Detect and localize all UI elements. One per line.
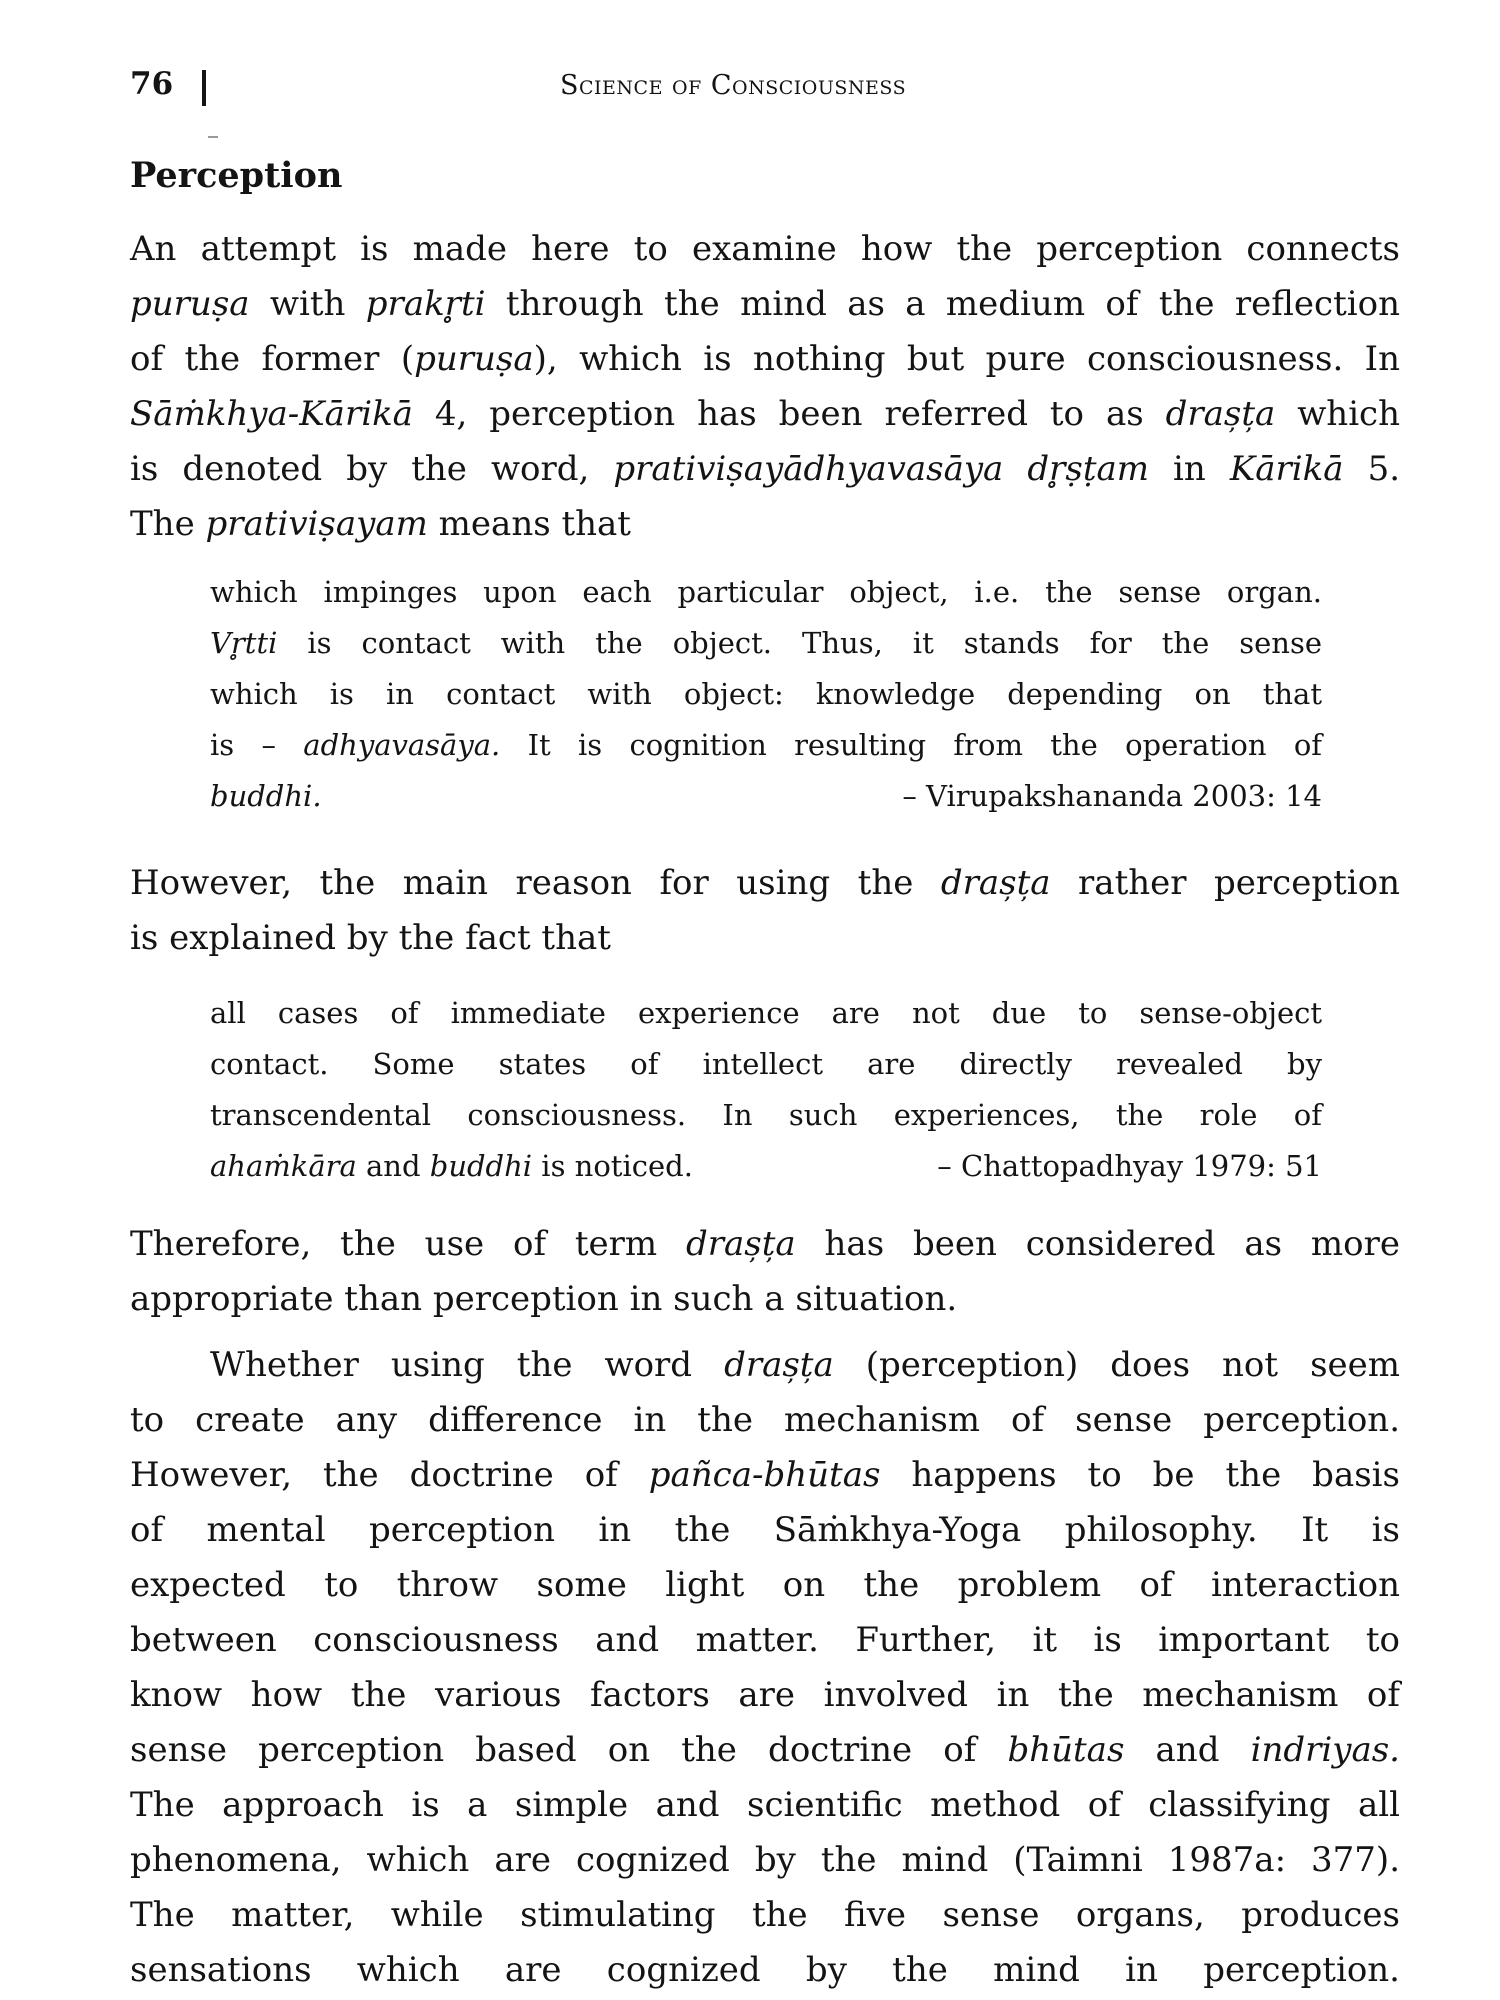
text-run: 5. xyxy=(1343,449,1401,489)
text-line xyxy=(130,1393,1400,1448)
text-run: through the mind as a medium of the reflection xyxy=(485,284,1400,324)
quote-line xyxy=(210,1090,1322,1141)
text-run: to create any difference in the mechanism of sense perception. xyxy=(130,1400,1400,1440)
text-run: It is cognition resulting from the operation of xyxy=(500,728,1323,762)
margin-mark xyxy=(208,136,218,138)
text-run: contact. Some states of intellect are directly revealed by xyxy=(210,1047,1322,1081)
text-run: ), which is nothing but pure consciousness. In xyxy=(533,339,1401,379)
text-line xyxy=(130,442,1400,497)
text-line xyxy=(130,332,1400,387)
text-run: with xyxy=(249,284,366,324)
text-line xyxy=(130,1217,1400,1272)
text-run: Whether using the word xyxy=(210,1345,725,1385)
term-bhutas: bhūtas xyxy=(1007,1730,1125,1770)
text-run: means that xyxy=(427,504,631,544)
term-adhyavasaya: adhyavasāya. xyxy=(303,728,501,762)
running-title: Science of Consciousness xyxy=(560,70,907,101)
text-line xyxy=(130,1613,1400,1668)
text-line xyxy=(130,1338,1400,1393)
term-drasta: drașța xyxy=(940,863,1051,903)
text-run: and xyxy=(356,1149,430,1183)
text-run: all cases of immediate experience are not due to sense-object xyxy=(210,996,1322,1030)
section-heading: Perception xyxy=(130,155,343,196)
text-run: expected to throw some light on the problem of interaction xyxy=(130,1565,1400,1605)
text-run: is noticed. xyxy=(532,1149,693,1183)
term-drasta: drașța xyxy=(724,1345,834,1385)
quote-line xyxy=(210,567,1322,618)
term-prativisayadhyavasaya: prativiṣayādhyavasāya dr̥ṣṭam xyxy=(613,449,1149,489)
term-prakrti: prakr̥ti xyxy=(365,284,486,324)
term-purusa: puruṣa xyxy=(130,284,250,324)
text-line xyxy=(130,1558,1400,1613)
text-run: Therefore, the use of term xyxy=(130,1224,687,1264)
text-line xyxy=(130,911,1400,966)
text-line xyxy=(130,1503,1400,1558)
text-run: of the former ( xyxy=(130,339,415,379)
text-run: between consciousness and matter. Further, it is important to xyxy=(130,1620,1400,1660)
term-indriyas: indriyas. xyxy=(1250,1730,1400,1770)
quote-line xyxy=(210,1141,1322,1192)
text-line xyxy=(130,387,1400,442)
text-run: appropriate than perception in such a situation. xyxy=(130,1279,958,1319)
text-run: rather perception xyxy=(1050,863,1400,903)
quote-line xyxy=(210,618,1322,669)
text-run: know how the various factors are involved in the mechanism of xyxy=(130,1675,1400,1715)
text-line xyxy=(130,1778,1400,1833)
term-panca-bhutas: pañca-bhūtas xyxy=(648,1455,881,1495)
paragraph-whether xyxy=(130,1338,1400,1998)
text-run: has been considered as more xyxy=(795,1224,1400,1264)
quote-citation: – Virupakshananda 2003: 14 xyxy=(902,779,1322,813)
text-run: However, the doctrine of xyxy=(130,1455,649,1495)
term-purusa: puruṣa xyxy=(414,339,534,379)
term-karika: Kārikā xyxy=(1229,449,1344,489)
text-line xyxy=(130,1668,1400,1723)
paragraph-reason xyxy=(130,856,1400,966)
text-run: The xyxy=(130,504,206,544)
quote-line xyxy=(210,988,1322,1039)
text-run: phenomena, which are cognized by the mind (Taimni 1987a: 377). xyxy=(130,1840,1400,1880)
text-run: is denoted by the word, xyxy=(130,449,614,489)
book-page xyxy=(130,0,1400,2000)
paragraph-therefore xyxy=(130,1217,1400,1327)
text-run: sense perception based on the doctrine of xyxy=(130,1730,1008,1770)
term-ahamkara: ahaṁkāra xyxy=(210,1149,357,1183)
text-run: and xyxy=(1124,1730,1251,1770)
term-samkhya-karika: Sāṁkhya-Kārikā xyxy=(130,394,413,434)
text-run: is explained by the fact that xyxy=(130,918,611,958)
quote-line xyxy=(210,771,1322,822)
text-run: An attempt is made here to examine how the perception connects xyxy=(130,229,1400,269)
text-line xyxy=(130,1833,1400,1888)
term-drasta: drașța xyxy=(1165,394,1276,434)
text-run: is contact with the object. Thus, it stands for the sense xyxy=(277,626,1322,660)
header-divider xyxy=(202,70,206,106)
text-run: The matter, while stimulating the five sense organs, produces xyxy=(130,1895,1400,1935)
text-run: transcendental consciousness. In such experiences, the role of xyxy=(210,1098,1322,1132)
text-line xyxy=(130,1272,1400,1327)
text-run: which is in contact with object: knowledge depending on that xyxy=(210,677,1322,711)
term-vrtti: Vr̥tti xyxy=(210,626,278,660)
text-line xyxy=(130,277,1400,332)
text-line xyxy=(130,1723,1400,1778)
paragraph-intro xyxy=(130,222,1400,552)
running-head xyxy=(130,66,1400,116)
block-quote-chattopadhyay xyxy=(210,988,1322,1192)
quote-line xyxy=(210,720,1322,771)
text-run: However, the main reason for using the xyxy=(130,863,941,903)
text-line xyxy=(130,1943,1400,1998)
quote-line xyxy=(210,669,1322,720)
quote-line xyxy=(210,1039,1322,1090)
text-run: The approach is a simple and scientific method of classifying all xyxy=(130,1785,1400,1825)
text-line xyxy=(130,1888,1400,1943)
text-line xyxy=(130,1448,1400,1503)
text-line xyxy=(130,222,1400,277)
term-drasta: drașța xyxy=(686,1224,796,1264)
text-run: (perception) does not seem xyxy=(833,1345,1400,1385)
quote-citation: – Chattopadhyay 1979: 51 xyxy=(937,1149,1322,1183)
term-buddhi: buddhi. xyxy=(210,779,322,813)
block-quote-virupakshananda xyxy=(210,567,1322,822)
text-line xyxy=(130,856,1400,911)
text-run: which impinges upon each particular object, i.e. the sense organ. xyxy=(210,575,1322,609)
page-number: 76 xyxy=(130,66,174,102)
term-prativisayam: prativiṣayam xyxy=(205,504,428,544)
term-buddhi: buddhi xyxy=(429,1149,533,1183)
text-run: which xyxy=(1275,394,1401,434)
text-run: 4, perception has been referred to as xyxy=(412,394,1166,434)
text-run: is – xyxy=(210,728,304,762)
text-run: happens to be the basis xyxy=(880,1455,1400,1495)
text-line xyxy=(130,497,1400,552)
text-run: of mental perception in the Sāṁkhya-Yoga philosophy. It is xyxy=(130,1510,1400,1550)
text-run: sensations which are cognized by the mind in perception. xyxy=(130,1950,1400,1990)
text-run: in xyxy=(1149,449,1230,489)
